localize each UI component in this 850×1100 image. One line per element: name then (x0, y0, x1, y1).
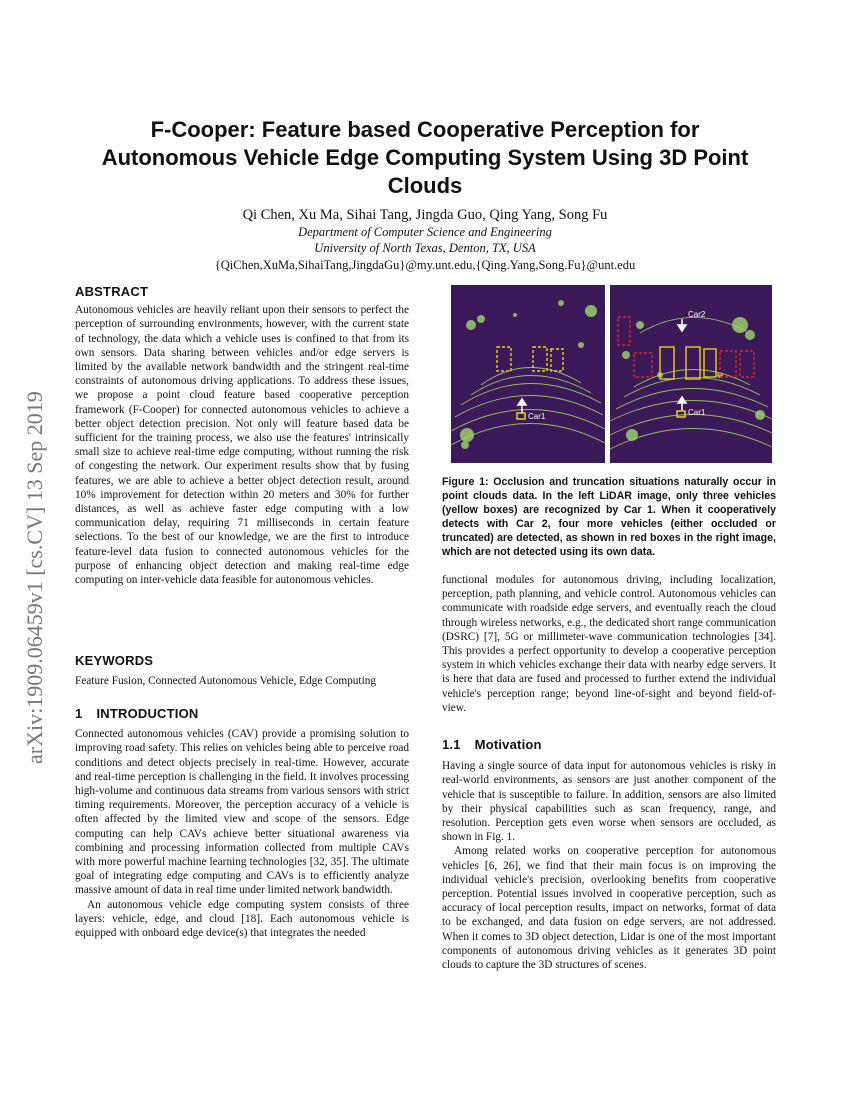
right-column-continuation (442, 573, 776, 715)
figure-1 (451, 285, 772, 463)
lidar-panel-left (451, 285, 605, 463)
lidar-scan-right (610, 285, 772, 463)
car1-label-right: Car1 (688, 408, 706, 417)
title-line-1: F-Cooper: Feature based Cooperative Perception for (150, 117, 700, 142)
author-emails: {QiChen,XuMa,SihaiTang,JingdaGu}@my.unt.edu,{Qing.Yang,Song.Fu}@unt.edu (214, 258, 636, 272)
intro-paragraph-1: Connected autonomous vehicles (CAV) provide a promising solution to improving road safety. This relies on vehicles being able to perceive road conditions and detect objects precisely in real-time. However, accurate and real-time perception is challenging in the field. It involves processing high-volume and continuous data streams from various sensors with strict timing requirements. Moreover, the perception accuracy of a vehicle is often affected by the limited view and scope of the sensors. Edge computing can help CAVs achieve better situational awareness via combining and processing information collected from multiple CAVs with more powerful machine learning technologies [32, 35]. The ultimate goal of integrating edge computing and CAVs is to efficiently analyze massive amount of data in real time under limited network bandwidth. (75, 728, 409, 897)
abstract-text: Autonomous vehicles are heavily reliant upon their sensors to perfect the perception of surrounding environments, however, with the current state of technology, the data which a vehicle uses is confined to that from its own sensors. Data sharing between vehicles and/or edge servers is limited by the available network bandwidth and the stringent real-time constraints of autonomous driving applications. To address these issues, we propose a point cloud feature based cooperative perception framework (F-Cooper) for connected autonomous vehicles to achieve a better object detection precision. Not only will feature based data be sufficient for the training process, we also use the features' intrinsically small size to achieve real-time edge computing, without running the risk of congesting the network. Our experiment results show that by fusing features, we are able to achieve a better object detection result, around 10% improvement for detection within 20 meters and 30% for further distances, as well as achieve faster edge computing with a low communication delay, requiring 71 milliseconds in certain feature selections. To the best of our knowledge, we are the first to introduce feature-level data fusion to connected autonomous vehicles for the purpose of enhancing object detection and making real-time edge computing on inter-vehicle data feasible for autonomous vehicles. (75, 304, 409, 587)
section-number: 1 (75, 706, 83, 721)
car1-label-left: Car1 (528, 412, 546, 421)
lidar-panel-right (610, 285, 772, 463)
keywords-heading: KEYWORDS (75, 653, 154, 668)
keywords-section (75, 654, 409, 688)
affiliation-university: University of North Texas, Denton, TX, USA (314, 241, 536, 255)
car2-label-right: Car2 (688, 310, 706, 319)
arxiv-identifier-stamp (2, 294, 58, 770)
motivation-paragraph-2: Among related works on cooperative perception for autonomous vehicles [6, 26], we find that their main focus is on improving the individual vehicle's precision, overlooking benefits from cooperative perception. Potential issues involved in cooperative perception, such as accuracy of local perception results, impact on networks, format of data to be exchanged, and data fusion on edge servers, are not addressed. When it comes to 3D object detection, Lidar is one of the most important components of autonomous driving vehicles as it generates 3D point clouds to capture the 3D structures of scenes. (442, 845, 776, 972)
title-line-3: Clouds (387, 173, 463, 198)
motivation-paragraph-1: Having a single source of data input for autonomous vehicles is risky in real-world environments, as sensors are just another component of the vehicle that is susceptible to failure. In addition, sensors are also limited by their physical capabilities such as scan frequency, range, and resolution. Perception gets even worse when sensors are occluded, as shown in Fig. 1. (442, 760, 776, 844)
keywords-text: Feature Fusion, Connected Autonomous Vehicle, Edge Computing (75, 675, 377, 688)
subsection-number: 1.1 (442, 737, 461, 752)
figure-1-caption: Figure 1: Occlusion and truncation situations naturally occur in point clouds data. In the left LiDAR image, only three vehicles (yellow boxes) are recognized by Car 1. When it cooperatively detects with Car 2, four more vehicles (either occluded or truncated) are detected, as shown in red boxes in the right image, which are not detected using its own data. (442, 476, 776, 558)
arxiv-id-text: arXiv:1909.06459v1 [cs.CV] 13 Sep 2019 (22, 391, 47, 764)
paper-title (60, 116, 790, 200)
lidar-scan-left (451, 285, 605, 463)
intro-paragraph-2: An autonomous vehicle edge computing system consists of three layers: vehicle, edge, and cloud [18]. Each autonomous vehicle is equipped with onboard edge device(s) that integrates the needed (75, 898, 409, 940)
abstract-heading: ABSTRACT (75, 284, 149, 299)
author-list: Qi Chen, Xu Ma, Sihai Tang, Jingda Guo, Qing Yang, Song Fu (242, 207, 608, 223)
intro-paragraph-continued: functional modules for autonomous driving, including localization, perception, path planning, and vehicle control. Autonomous vehicles can communicate with roadside edge servers, and eventually reach the cloud through wireless networks, e.g., the dedicated short range communication (DSRC) [7], 5G or millimeter-wave communication technologies [34]. This provides a perfect opportunity to develop a cooperative perception system in which vehicles exchange their data with nearby edge servers. It is here that data are fused and processed to further extend the individual vehicle's perception range; beyond line-of-sight and beyond field-of-view. (442, 574, 776, 714)
abstract-section (75, 285, 409, 587)
introduction-section (75, 707, 409, 940)
section-title: INTRODUCTION (96, 706, 199, 721)
subsection-title: Motivation (474, 737, 542, 752)
affiliation-department: Department of Computer Science and Engineering (298, 225, 552, 239)
affiliation (60, 224, 790, 256)
title-line-2: Autonomous Vehicle Edge Computing System Using 3D Point (101, 145, 749, 170)
motivation-section (442, 738, 776, 972)
motivation-heading (442, 738, 776, 752)
introduction-heading (75, 707, 409, 721)
